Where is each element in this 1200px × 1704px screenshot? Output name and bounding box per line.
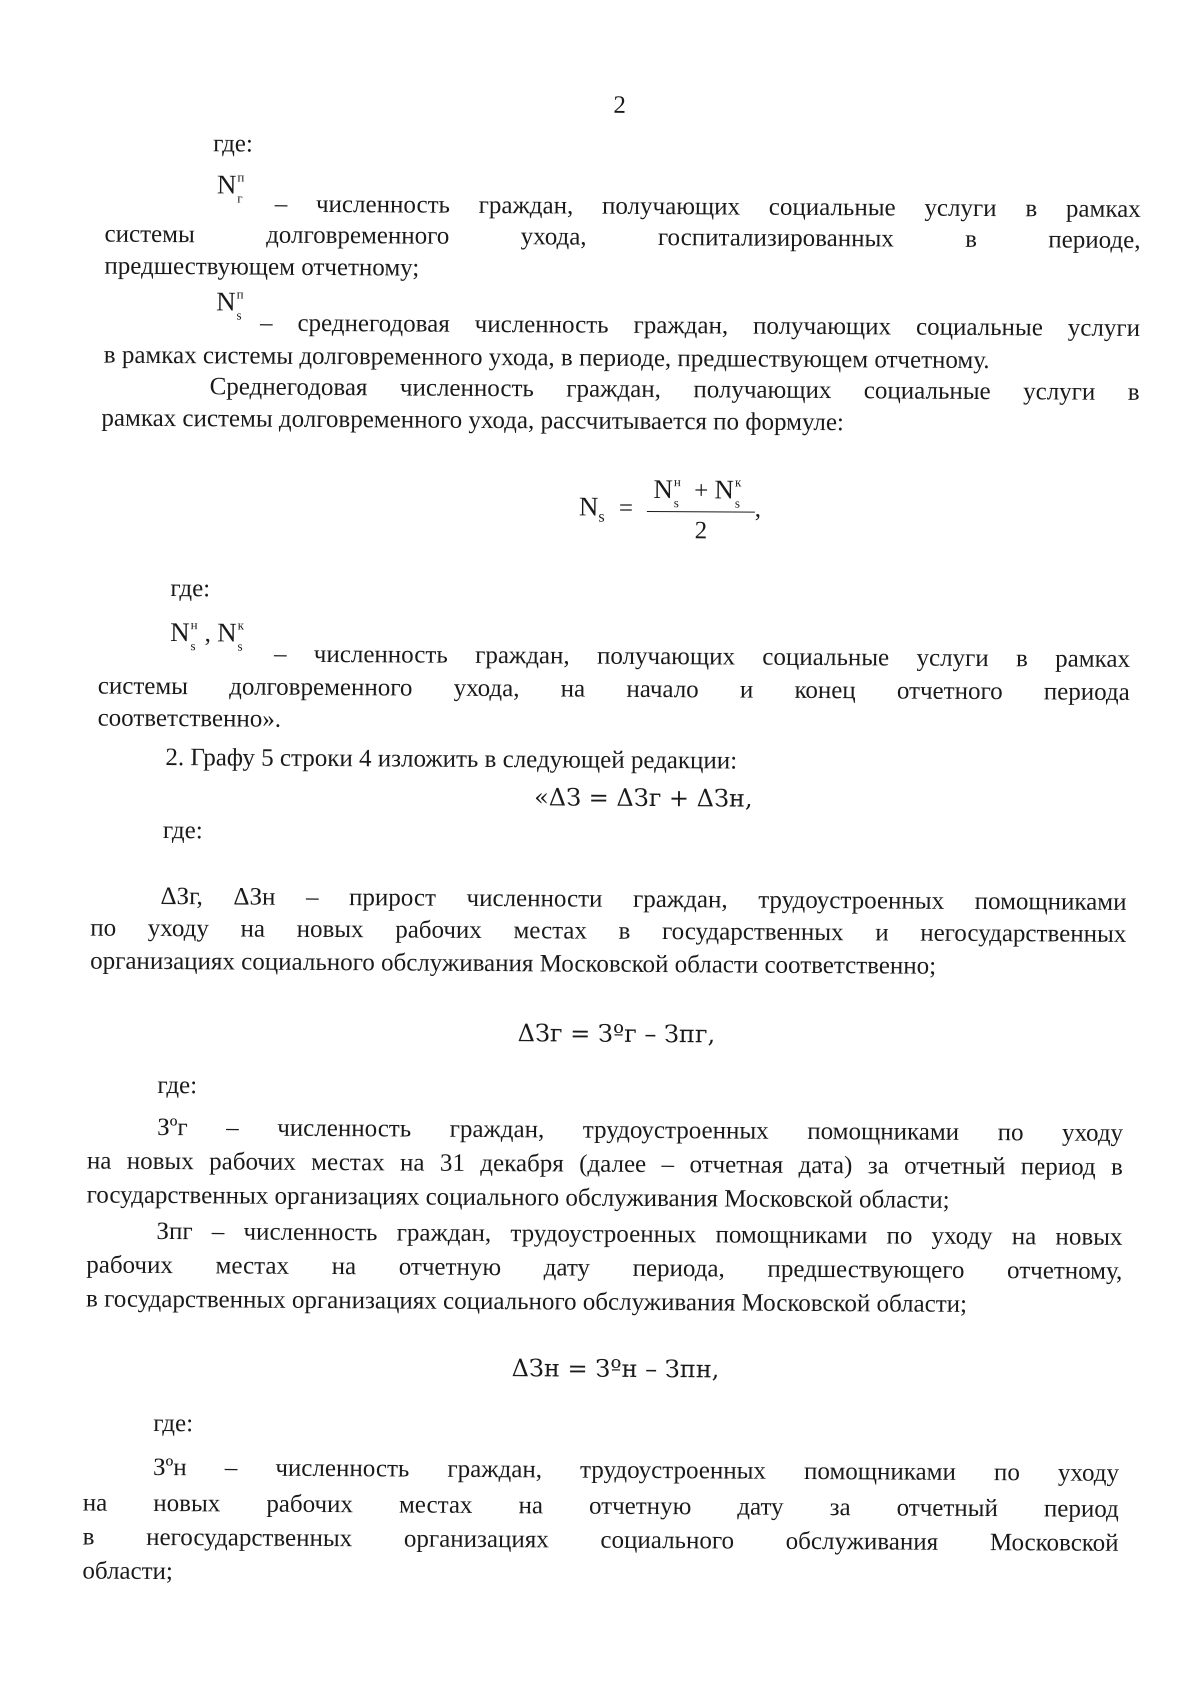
formula-symbol-nsp: N п s <box>216 286 244 323</box>
item-2: 2. Графу 5 строки 4 изложить в следующей редакции: <box>165 744 738 775</box>
paragraph-line: рамках системы долговременного ухода, рассчитывается по формуле: <box>101 404 845 437</box>
definition-line: – численность граждан, получающих социальные услуги в рамках <box>273 640 1131 673</box>
definition-line: предшествующем отчетному; <box>104 252 420 282</box>
page-number: 2 <box>613 91 626 119</box>
paragraph-line: Среднегодовая численность граждан, получающих социальные услуги в <box>209 373 1140 406</box>
definition-line: в негосударственных организациях социального обслуживания Московской <box>82 1523 1119 1557</box>
definition-line: – численность граждан, получающих социальные услуги в рамках <box>274 190 1141 223</box>
definition-line: на новых рабочих местах на отчетную дату за отчетный период <box>82 1489 1119 1523</box>
where-label: где: <box>157 1071 198 1100</box>
definition-line: по уходу на новых рабочих местах в государственных и негосударственных <box>90 914 1127 948</box>
definition-line: системы долговременного ухода, госпитализированных в периоде, <box>104 220 1141 254</box>
definition-line: в государственных организациях социального обслуживания Московской области; <box>85 1285 968 1318</box>
formula-delta-zn: ΔЗн = Зºн – Зпн, <box>511 1354 720 1384</box>
definition-line: соответственно». <box>97 704 282 733</box>
formula-average: $N_s$ = N н s + N к s 2 , <box>579 474 762 555</box>
definition-line: – среднегодовая численность граждан, получающих социальные услуги <box>259 309 1141 342</box>
formula-delta-z: «ΔЗ = ΔЗг + ΔЗн, <box>534 783 753 813</box>
definition-line: в рамках системы долговременного ухода, в периоде, предшествующем отчетному. <box>103 341 990 375</box>
definition-line: Зºн – численность граждан, трудоустроенных помощниками по уходу <box>152 1453 1120 1487</box>
formula-symbol-ngp: N п г <box>216 169 245 206</box>
definition-line: на новых рабочих местах на 31 декабря (далее – отчетная дата) за отчетный период в <box>86 1147 1123 1181</box>
formula-symbol-nsn-nsk: N н s , N к s <box>170 617 245 654</box>
definition-line: Зпг – численность граждан, трудоустроенных помощниками по уходу на новых <box>156 1217 1123 1251</box>
formula-delta-zg: ΔЗг = Зºг – Зпг, <box>517 1019 716 1049</box>
definition-line: рабочих местах на отчетную дату периода, предшествующего отчетному, <box>86 1251 1123 1285</box>
fraction: N н s + N к s 2 <box>647 474 755 547</box>
definition-line: организациях социального обслуживания Московской области соответственно; <box>90 947 937 980</box>
where-label: где: <box>213 130 253 158</box>
where-label: где: <box>162 817 203 845</box>
definition-line: ΔЗг, ΔЗн – прирост численности граждан, трудоустроенных помощниками <box>160 882 1127 916</box>
definition-line: Зºг – численность граждан, трудоустроенных помощниками по уходу <box>157 1113 1124 1147</box>
where-label: где: <box>170 575 211 603</box>
definition-line: области; <box>82 1557 174 1586</box>
where-label: где: <box>153 1409 194 1438</box>
definition-line: государственных организациях социального обслуживания Московской области; <box>86 1181 950 1214</box>
definition-line: системы долговременного ухода, на начало и конец отчетного периода <box>97 672 1130 706</box>
